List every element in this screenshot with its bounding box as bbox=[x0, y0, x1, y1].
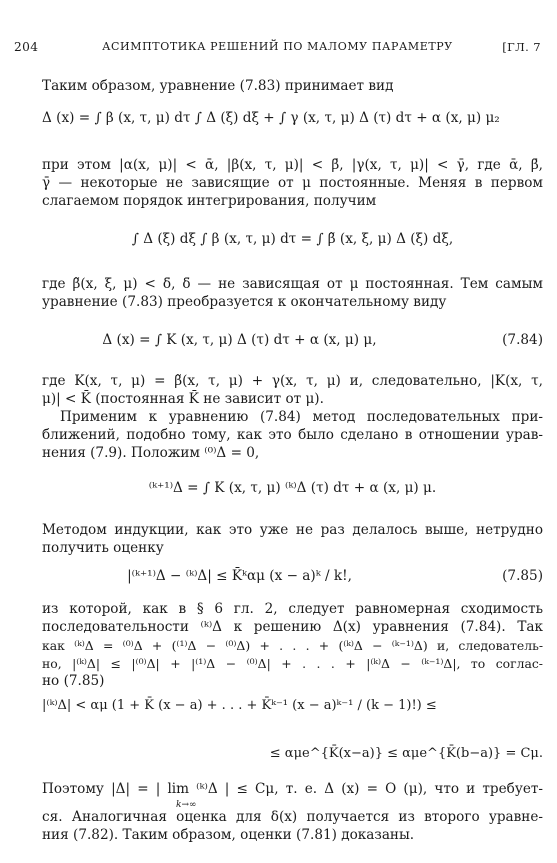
text-line: ся. Аналогичная оценка для δ(x) получается из второго уравне- bbox=[42, 809, 543, 825]
equation-bound-part-2: ≤ αμe^{K̄(x−a)} ≤ αμe^{K̄(b−a)} = Cμ. bbox=[269, 746, 543, 761]
equation-bound-part-1: |⁽ᵏ⁾Δ| < αμ (1 + K̄ (x − a) + . . . + K̄ᵏ⁻¹ (x − a)ᵏ⁻¹ / (k − 1)!) ≤ bbox=[42, 698, 437, 713]
equation-number: (7.85) bbox=[502, 568, 543, 584]
equation-7-85: |⁽ᵏ⁺¹⁾Δ − ⁽ᵏ⁾Δ| ≤ K̄ᵏαμ (x − a)ᵏ / k!, bbox=[127, 568, 352, 584]
text-line: ближений, подобно тому, как это было сделано в отношении урав- bbox=[42, 427, 543, 443]
equation-order-swap: ∫ Δ (ξ) dξ ∫ β (x, τ, μ) dτ = ∫ β̃ (x, ξ, μ) Δ (ξ) dξ, bbox=[131, 231, 454, 247]
equation-number: (7.84) bbox=[502, 332, 543, 348]
chapter-marker: [ГЛ. 7 bbox=[502, 40, 541, 54]
text-line: Применим к уравнению (7.84) метод последовательных при- bbox=[60, 409, 543, 425]
running-header bbox=[14, 40, 541, 56]
text-line: слагаемом порядок интегрирования, получим bbox=[42, 193, 377, 209]
running-title: АСИМПТОТИКА РЕШЕНИЙ ПО МАЛОМУ ПАРАМЕТРУ bbox=[102, 40, 453, 53]
text-line: где K(x, τ, μ) = β̃(x, τ, μ) + γ(x, τ, μ) и, следовательно, |K(x, τ, bbox=[42, 373, 543, 389]
equation-7-83-rewritten: Δ (x) = ∫ β (x, τ, μ) dτ ∫ Δ (ξ) dξ + ∫ γ (x, τ, μ) Δ (τ) dτ + α (x, μ) μ₂ bbox=[42, 110, 500, 126]
equation-7-84: Δ (x) = ∫ K (x, τ, μ) Δ (τ) dτ + α (x, μ) μ, bbox=[102, 332, 377, 348]
text-line: из которой, как в § 6 гл. 2, следует равномерная сходимость bbox=[42, 601, 543, 617]
text-line: последовательности ⁽ᵏ⁾Δ к решению Δ(x) уравнения (7.84). Так bbox=[42, 619, 543, 635]
text-line: но, |⁽ᵏ⁾Δ| ≤ |⁽⁰⁾Δ| + |⁽¹⁾Δ − ⁽⁰⁾Δ| + . . . + |⁽ᵏ⁾Δ − ⁽ᵏ⁻¹⁾Δ|, то соглас- bbox=[42, 656, 543, 671]
text-line: получить оценку bbox=[42, 540, 164, 556]
text-line: уравнение (7.83) преобразуется к окончательному виду bbox=[42, 294, 447, 310]
text-line: нения (7.9). Положим ⁽⁰⁾Δ = 0, bbox=[42, 445, 260, 461]
text-line: μ)| < K̄ (постоянная K̄ не зависит от μ). bbox=[42, 391, 324, 407]
text-line: при этом |α(x, μ)| < ᾱ, |β(x, τ, μ)| < β̄, |γ(x, τ, μ)| < γ̄, где ᾱ, β̄, bbox=[42, 157, 543, 173]
equation-iteration: ⁽ᵏ⁺¹⁾Δ = ∫ K (x, τ, μ) ⁽ᵏ⁾Δ (τ) dτ + α (x, μ) μ. bbox=[148, 480, 437, 496]
page-number: 204 bbox=[14, 40, 39, 54]
text-line: Методом индукции, как это уже не раз делалось выше, нетрудно bbox=[42, 522, 543, 538]
text-line: но (7.85) bbox=[42, 673, 105, 689]
text-line: Таким образом, уравнение (7.83) принимает вид bbox=[42, 78, 394, 94]
text-line: как ⁽ᵏ⁾Δ = ⁽⁰⁾Δ + (⁽¹⁾Δ − ⁽⁰⁾Δ) + . . . + (⁽ᵏ⁾Δ − ⁽ᵏ⁻¹⁾Δ) и, следователь- bbox=[42, 638, 543, 653]
text-line: где β̃(x, ξ, μ) < δ̄, δ̄ — не зависящая от μ постоянная. Тем самым bbox=[42, 276, 543, 292]
text-line: Поэтому |Δ| = | lim ⁽ᵏ⁾Δ | ≤ Cμ, т. е. Δ (x) = O (μ), что и требует- bbox=[42, 781, 543, 797]
text-line: ния (7.82). Таким образом, оценки (7.81) доказаны. bbox=[42, 827, 415, 843]
limit-subscript: k→∞ bbox=[176, 800, 197, 810]
text-line: γ̄ — некоторые не зависящие от μ постоянные. Меняя в первом bbox=[42, 175, 543, 191]
